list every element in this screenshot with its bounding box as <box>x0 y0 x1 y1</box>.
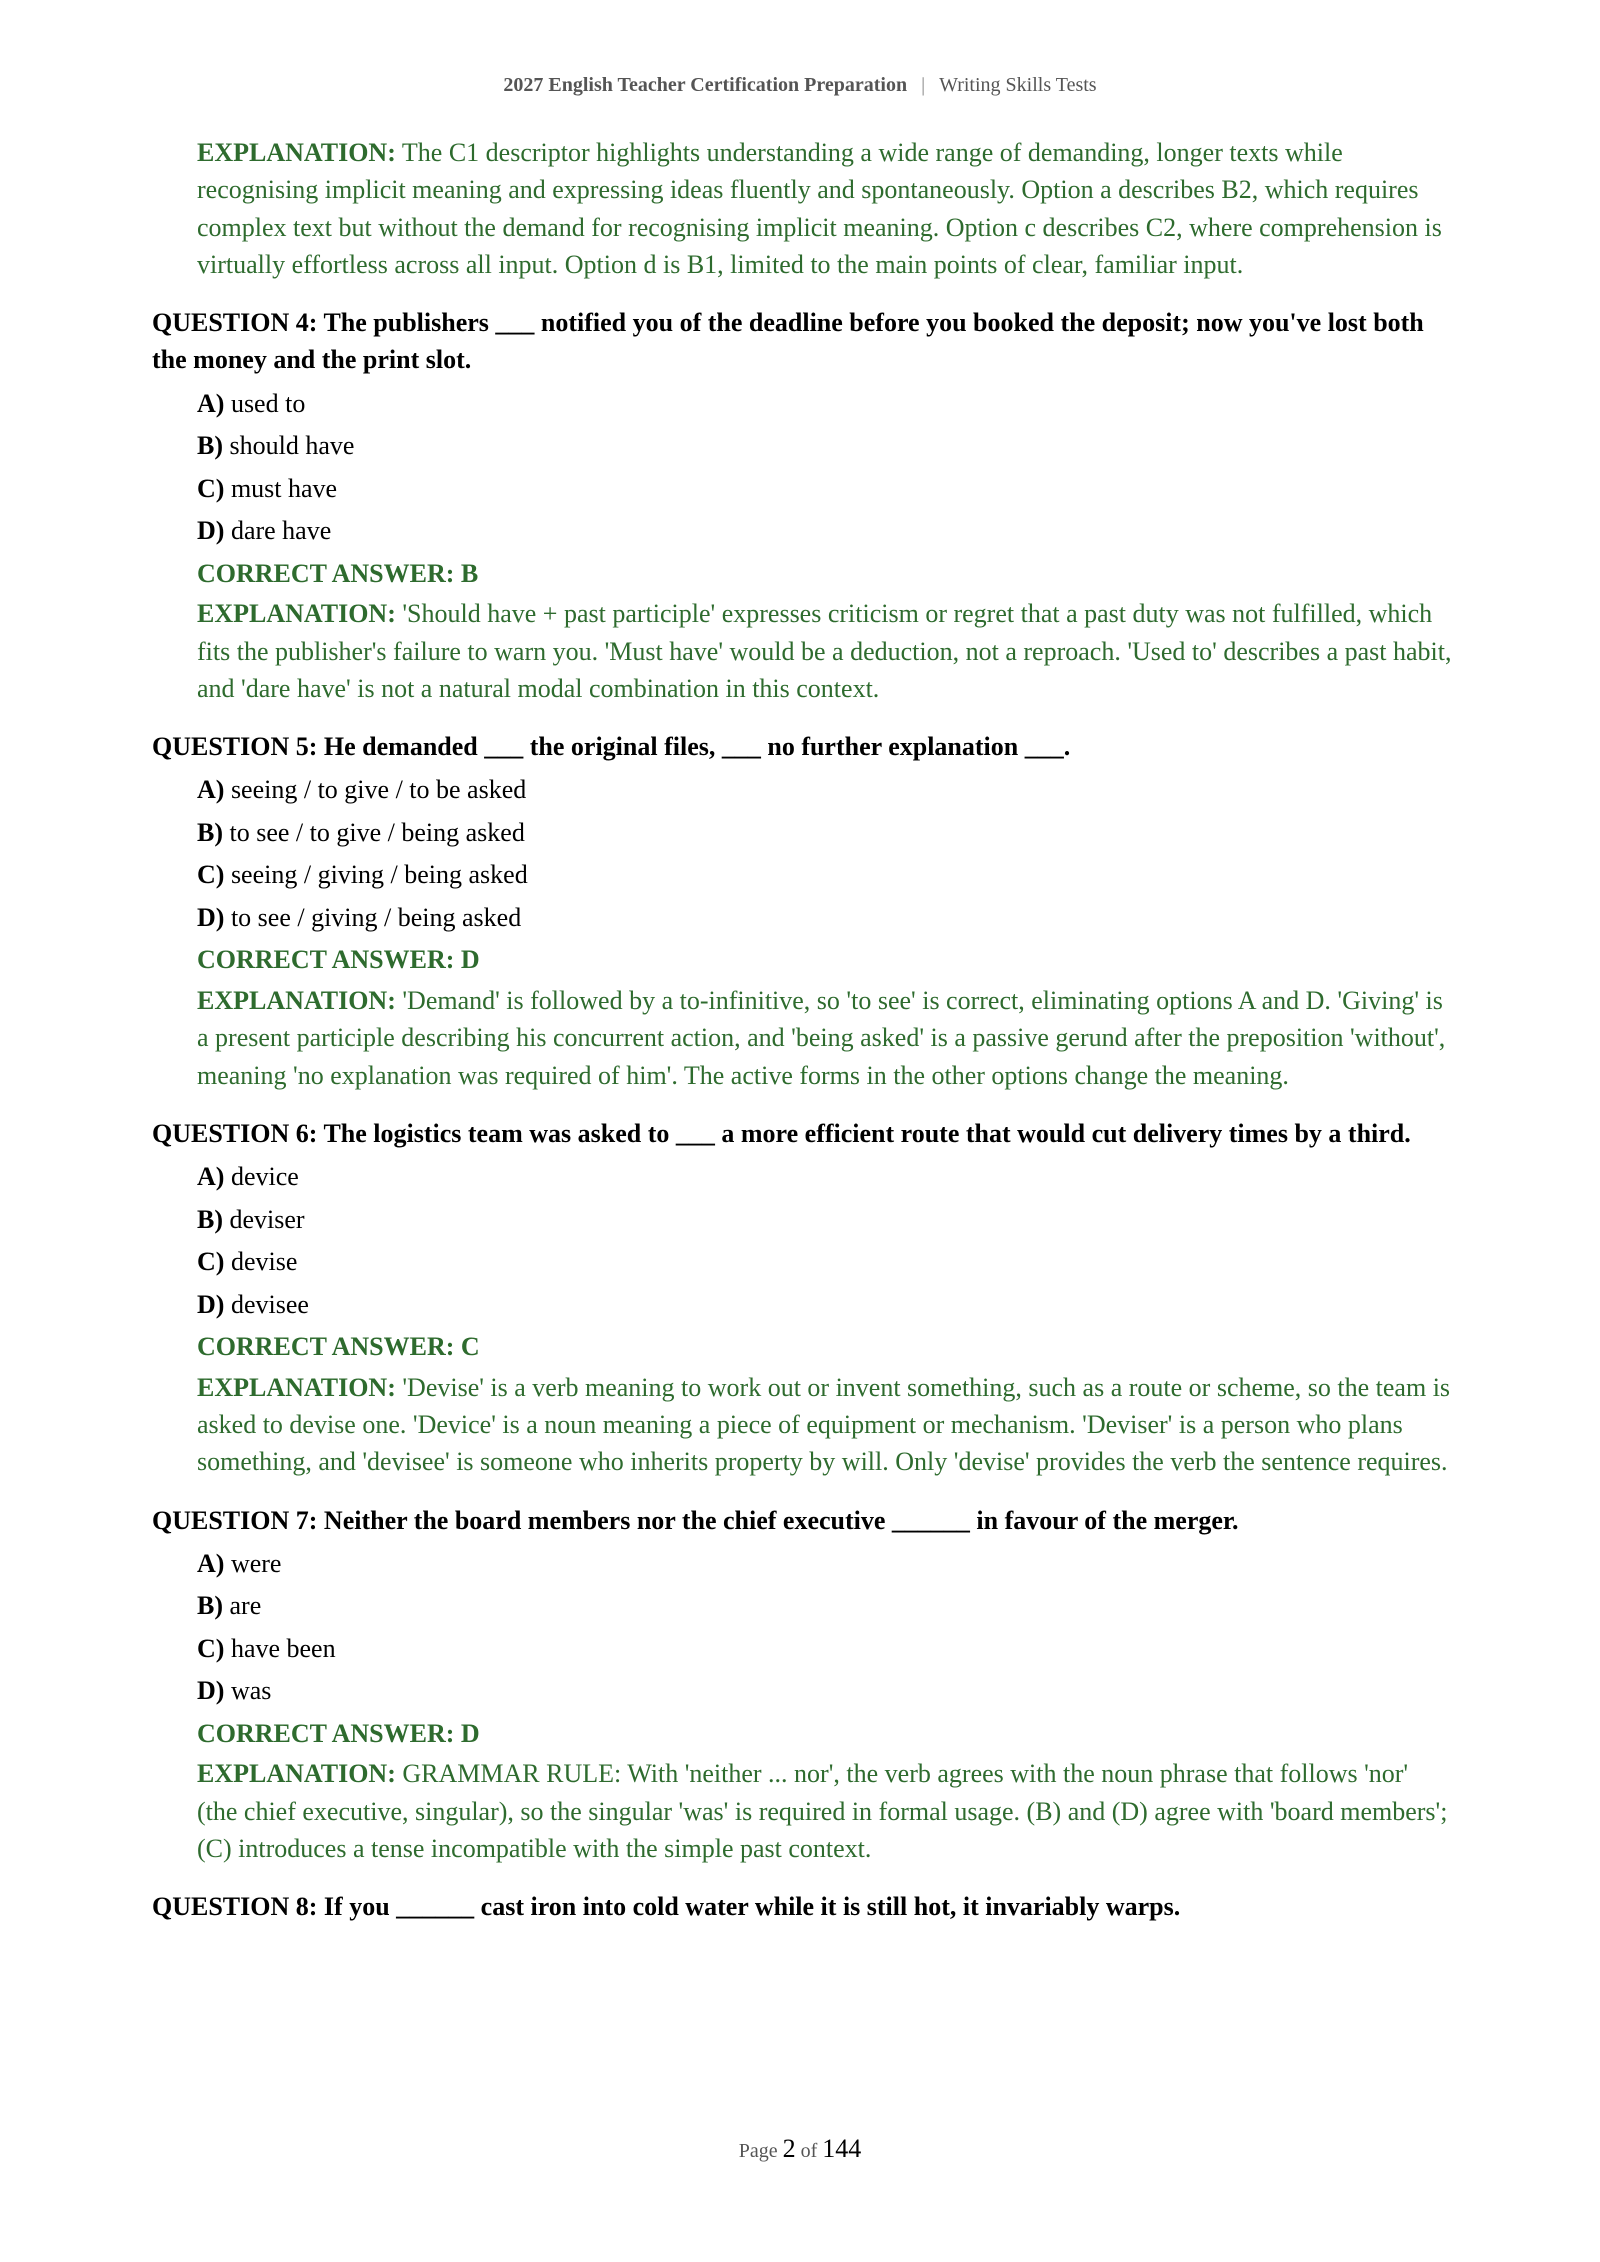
option-text: to see / to give / being asked <box>229 817 525 847</box>
question-explanation <box>197 595 1452 707</box>
explanation-label: EXPLANATION: <box>197 1372 396 1402</box>
option-letter: B) <box>197 1204 223 1234</box>
option-letter: B) <box>197 1591 223 1621</box>
option-c <box>197 1628 1452 1671</box>
option-text: have been <box>230 1633 336 1663</box>
page-footer <box>0 2134 1600 2164</box>
correct-answer: CORRECT ANSWER: B <box>197 558 479 588</box>
question-explanation <box>197 1369 1452 1481</box>
option-text: seeing / giving / being asked <box>230 860 528 890</box>
question-title-8: QUESTION 8: If you ______ cast iron into cold water while it is still hot, it invariably warps. <box>152 1892 1181 1922</box>
option-c <box>197 854 1452 897</box>
question-title: QUESTION 7: Neither the board members nor the chief executive ______ in favour of the merger. <box>152 1505 1239 1535</box>
option-letter: C) <box>197 860 225 890</box>
option-list <box>152 1543 1452 1713</box>
page-content <box>152 134 1452 1926</box>
option-b <box>197 812 1452 855</box>
intro-explanation <box>197 134 1452 283</box>
option-letter: D) <box>197 902 225 932</box>
option-text: to see / giving / being asked <box>230 902 522 932</box>
option-text: devise <box>230 1247 298 1277</box>
header-title: 2027 English Teacher Certification Preparation <box>503 74 908 96</box>
option-text: was <box>230 1676 272 1706</box>
explanation-label: EXPLANATION: <box>197 599 396 629</box>
option-a <box>197 1156 1452 1199</box>
question-title: QUESTION 6: The logistics team was asked to ___ a more efficient route that would cut delivery times by a third. <box>152 1118 1411 1148</box>
option-letter: C) <box>197 473 225 503</box>
option-list <box>152 1156 1452 1326</box>
explanation-text: 'Demand' is followed by a to-infinitive, so 'to see' is correct, eliminating options A and D. 'Giving' is a present participle describing his concurrent action, and 'being asked' is a passive gerund after the preposition 'without', meaning 'no explanation was required of him'. The active forms in the other options change the meaning. <box>197 985 1446 1090</box>
option-text: dare have <box>230 516 332 546</box>
question-title: QUESTION 4: The publishers ___ notified you of the deadline before you booked the deposit; now you've lost both the money and the print slot. <box>152 308 1424 375</box>
option-letter: B) <box>197 817 223 847</box>
page-word: Page <box>738 2140 778 2162</box>
option-c <box>197 1241 1452 1284</box>
option-d <box>197 1670 1452 1713</box>
option-letter: A) <box>197 388 225 418</box>
option-d <box>197 510 1452 553</box>
question-block-7 <box>152 1502 1452 1868</box>
header-subtitle: Writing Skills Tests <box>939 74 1097 96</box>
option-a <box>197 1543 1452 1586</box>
option-text: used to <box>230 388 306 418</box>
page-number: 2 <box>782 2134 796 2163</box>
question-block-4 <box>152 304 1452 707</box>
total-pages: 144 <box>822 2134 862 2163</box>
option-b <box>197 1585 1452 1628</box>
option-a <box>197 769 1452 812</box>
header-separator: | <box>921 74 926 96</box>
explanation-text: The C1 descriptor highlights understanding a wide range of demanding, longer texts while recognising implicit meaning and expressing ideas fluently and spontaneously. Option a describes B2, which requires complex text but without the demand for recognising implicit meaning. Option c describes C2, where comprehension is virtually effortless across all input. Option d is B1, limited to the main points of clear, familiar input. <box>197 138 1442 279</box>
option-text: devisee <box>230 1289 309 1319</box>
question-explanation <box>197 982 1452 1094</box>
question-block-5 <box>152 728 1452 1094</box>
option-letter: A) <box>197 1162 225 1192</box>
of-word: of <box>800 2140 818 2162</box>
correct-answer: CORRECT ANSWER: C <box>197 1332 480 1362</box>
explanation-text: 'Devise' is a verb meaning to work out or invent something, such as a route or scheme, so the team is asked to devise one. 'Device' is a noun meaning a piece of equipment or mechanism. 'Deviser' is a person who plans something, and 'devisee' is someone who inherits property by will. Only 'devise' provides the verb the sentence requires. <box>197 1372 1451 1477</box>
explanation-label: EXPLANATION: <box>197 985 396 1015</box>
option-letter: C) <box>197 1247 225 1277</box>
option-letter: D) <box>197 1676 225 1706</box>
option-text: seeing / to give / to be asked <box>230 775 527 805</box>
option-text: device <box>230 1162 299 1192</box>
option-d <box>197 1284 1452 1327</box>
explanation-label: EXPLANATION: <box>197 138 396 167</box>
option-letter: A) <box>197 1548 225 1578</box>
question-explanation <box>197 1755 1452 1867</box>
option-text: must have <box>230 473 338 503</box>
option-letter: D) <box>197 516 225 546</box>
option-c <box>197 468 1452 511</box>
option-a <box>197 383 1452 426</box>
question-title: QUESTION 5: He demanded ___ the original files, ___ no further explanation ___. <box>152 732 1071 762</box>
option-letter: C) <box>197 1633 225 1663</box>
option-letter: B) <box>197 431 223 461</box>
option-letter: D) <box>197 1289 225 1319</box>
option-text: should have <box>229 431 355 461</box>
option-letter: A) <box>197 775 225 805</box>
option-text: were <box>230 1548 282 1578</box>
option-b <box>197 1199 1452 1242</box>
option-d <box>197 897 1452 940</box>
page-header <box>0 74 1600 97</box>
option-list <box>152 383 1452 553</box>
correct-answer: CORRECT ANSWER: D <box>197 945 480 975</box>
option-list <box>152 769 1452 939</box>
explanation-label: EXPLANATION: <box>197 1759 396 1789</box>
question-block-6 <box>152 1115 1452 1481</box>
option-text: are <box>229 1591 262 1621</box>
explanation-text: GRAMMAR RULE: With 'neither ... nor', the verb agrees with the noun phrase that follows 'nor' (the chief executive, singular), so the singular 'was' is required in formal usage. (B) and (D) agree with 'board members'; (C) introduces a tense incompatible with the simple past context. <box>197 1759 1448 1863</box>
correct-answer: CORRECT ANSWER: D <box>197 1718 480 1748</box>
option-b <box>197 425 1452 468</box>
explanation-text: 'Should have + past participle' expresses criticism or regret that a past duty was not fulfilled, which fits the publisher's failure to warn you. 'Must have' would be a deduction, not a reproach. 'Used to' describes a past habit, and 'dare have' is not a natural modal combination in this context. <box>197 599 1452 703</box>
option-text: deviser <box>229 1204 305 1234</box>
